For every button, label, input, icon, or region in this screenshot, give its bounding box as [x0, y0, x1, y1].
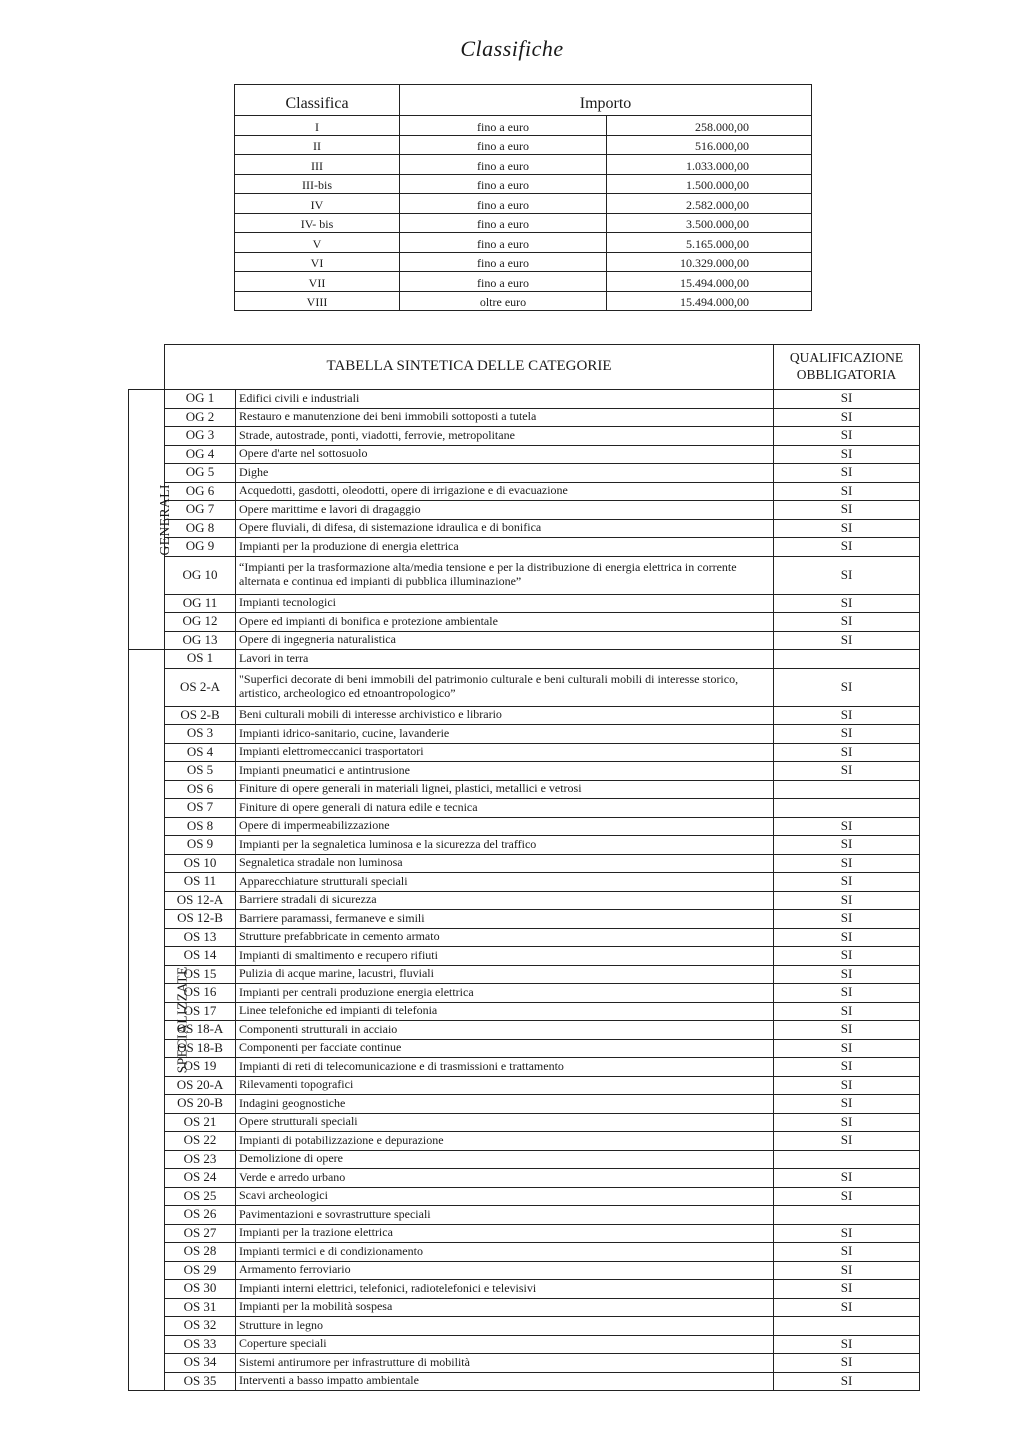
classifica-cell: VI	[235, 252, 400, 272]
categoria-code: OS 34	[165, 1354, 236, 1373]
categoria-code: OG 12	[165, 613, 236, 632]
importo-label-cell: fino a euro	[400, 155, 607, 175]
categoria-row	[129, 1335, 920, 1354]
qualificazione-value: SI	[774, 408, 920, 427]
categoria-row	[129, 1113, 920, 1132]
qualificazione-value: SI	[774, 891, 920, 910]
categoria-description: Componenti strutturali in acciaio	[236, 1021, 774, 1040]
categorie-table-title: TABELLA SINTETICA DELLE CATEGORIE	[165, 345, 774, 390]
categoria-row	[129, 910, 920, 929]
categoria-description: Impianti per centrali produzione energia elettrica	[236, 984, 774, 1003]
qualificazione-value: SI	[774, 501, 920, 520]
importo-label-cell: fino a euro	[400, 252, 607, 272]
categoria-code: OS 33	[165, 1335, 236, 1354]
importo-label-cell: fino a euro	[400, 233, 607, 253]
qualificazione-value: SI	[774, 706, 920, 725]
qualificazione-value: SI	[774, 631, 920, 650]
categoria-description: Armamento ferroviario	[236, 1261, 774, 1280]
categoria-code: OS 27	[165, 1224, 236, 1243]
classifica-row	[235, 233, 812, 253]
categoria-description: Sistemi antirumore per infrastrutture di mobilità	[236, 1354, 774, 1373]
categoria-row	[129, 984, 920, 1003]
categoria-description: Impianti di smaltimento e recupero rifiuti	[236, 947, 774, 966]
qualificazione-value: SI	[774, 1021, 920, 1040]
categoria-row	[129, 817, 920, 836]
categoria-code: OG 5	[165, 464, 236, 483]
importo-label-cell: fino a euro	[400, 213, 607, 233]
categoria-code: OS 17	[165, 1002, 236, 1021]
importo-value-cell: 516.000,00	[607, 135, 812, 155]
header-spacer	[129, 345, 165, 390]
categoria-code: OG 7	[165, 501, 236, 520]
categoria-row	[129, 1206, 920, 1225]
categoria-description: Linee telefoniche ed impianti di telefonia	[236, 1002, 774, 1021]
qualificazione-value: SI	[774, 1224, 920, 1243]
classifica-cell: IV	[235, 194, 400, 214]
categoria-code: OG 1	[165, 390, 236, 409]
categoria-code: OS 12-A	[165, 891, 236, 910]
classifica-row	[235, 291, 812, 311]
qualificazione-column-header: QUALIFICAZIONE OBBLIGATORIA	[774, 345, 920, 390]
classifica-cell: VIII	[235, 291, 400, 311]
qualificazione-value: SI	[774, 762, 920, 781]
categoria-description: Restauro e manutenzione dei beni immobili sottoposti a tutela	[236, 408, 774, 427]
categoria-row	[129, 1298, 920, 1317]
categoria-description: Impianti per la produzione di energia elettrica	[236, 538, 774, 557]
qualificazione-value: SI	[774, 743, 920, 762]
categoria-code: OS 26	[165, 1206, 236, 1225]
categoria-description: Impianti idrico-sanitario, cucine, lavanderie	[236, 725, 774, 744]
categoria-row	[129, 799, 920, 818]
categoria-code: OG 2	[165, 408, 236, 427]
categoria-description: Pulizia di acque marine, lacustri, fluviali	[236, 965, 774, 984]
qualificazione-value: SI	[774, 965, 920, 984]
qualificazione-value: SI	[774, 445, 920, 464]
categoria-code: OS 25	[165, 1187, 236, 1206]
categoria-row	[129, 1317, 920, 1336]
qualificazione-value: SI	[774, 464, 920, 483]
classifica-row	[235, 252, 812, 272]
categoria-row	[129, 1354, 920, 1373]
categoria-description: Indagini geognostiche	[236, 1095, 774, 1114]
classifica-row	[235, 155, 812, 175]
categoria-row	[129, 854, 920, 873]
categoria-row	[129, 464, 920, 483]
categoria-description: Lavori in terra	[236, 650, 774, 669]
categoria-code: OS 23	[165, 1150, 236, 1169]
page-title: Classifiche	[460, 36, 564, 61]
categoria-row	[129, 1095, 920, 1114]
qualificazione-value	[774, 1150, 920, 1169]
categoria-description: Opere fluviali, di difesa, di sistemazione idraulica e di bonifica	[236, 519, 774, 538]
categoria-code: OS 18-A	[165, 1021, 236, 1040]
categoria-code: OS 21	[165, 1113, 236, 1132]
classifica-row	[235, 174, 812, 194]
classifiche-header-row	[235, 85, 812, 116]
categoria-description: Finiture di opere generali in materiali lignei, plastici, metallici e vetrosi	[236, 780, 774, 799]
categoria-description: Impianti per la segnaletica luminosa e la sicurezza del traffico	[236, 836, 774, 855]
categoria-description: Opere d'arte nel sottosuolo	[236, 445, 774, 464]
importo-value-cell: 2.582.000,00	[607, 194, 812, 214]
qualificazione-value: SI	[774, 538, 920, 557]
qualificazione-value: SI	[774, 725, 920, 744]
categoria-row	[129, 762, 920, 781]
importo-label-cell: fino a euro	[400, 116, 607, 136]
qualificazione-value: SI	[774, 1187, 920, 1206]
qualificazione-value: SI	[774, 928, 920, 947]
categoria-row	[129, 743, 920, 762]
categoria-row	[129, 668, 920, 706]
categoria-row	[129, 613, 920, 632]
categoria-row	[129, 501, 920, 520]
classifica-cell: III	[235, 155, 400, 175]
classifica-row	[235, 272, 812, 292]
categoria-row	[129, 1039, 920, 1058]
categoria-code: OS 29	[165, 1261, 236, 1280]
qualificazione-value: SI	[774, 1002, 920, 1021]
qualificazione-value: SI	[774, 519, 920, 538]
importo-label-cell: fino a euro	[400, 135, 607, 155]
qualificazione-value: SI	[774, 817, 920, 836]
qualificazione-value: SI	[774, 613, 920, 632]
categoria-code: OS 11	[165, 873, 236, 892]
importo-value-cell: 5.165.000,00	[607, 233, 812, 253]
qualificazione-value: SI	[774, 1280, 920, 1299]
importo-value-cell: 1.500.000,00	[607, 174, 812, 194]
categoria-description: Impianti di reti di telecomunicazione e di trasmissioni e trattamento	[236, 1058, 774, 1077]
categoria-description: Verde e arredo urbano	[236, 1169, 774, 1188]
qualificazione-value: SI	[774, 854, 920, 873]
classifica-column-header: Classifica	[235, 85, 400, 116]
categoria-code: OG 9	[165, 538, 236, 557]
qualificazione-value	[774, 799, 920, 818]
categoria-row	[129, 390, 920, 409]
categoria-row	[129, 836, 920, 855]
categoria-row	[129, 1187, 920, 1206]
categoria-description: Opere di ingegneria naturalistica	[236, 631, 774, 650]
qualificazione-value: SI	[774, 910, 920, 929]
qualificazione-value: SI	[774, 1058, 920, 1077]
categoria-description: Scavi archeologici	[236, 1187, 774, 1206]
classifica-cell: III-bis	[235, 174, 400, 194]
importo-value-cell: 15.494.000,00	[607, 272, 812, 292]
categoria-code: OS 14	[165, 947, 236, 966]
categoria-description: "Superfici decorate di beni immobili del patrimonio culturale e beni culturali mobili di interesse storico, artistico, archeologico ed etnoantropologico”	[236, 668, 774, 706]
categoria-row	[129, 1243, 920, 1262]
categoria-code: OS 5	[165, 762, 236, 781]
categoria-row	[129, 1002, 920, 1021]
categoria-row	[129, 1280, 920, 1299]
categoria-code: OG 4	[165, 445, 236, 464]
qualificazione-value: SI	[774, 1113, 920, 1132]
group-label: GENERALI	[156, 483, 172, 556]
categoria-description: Segnaletica stradale non luminosa	[236, 854, 774, 873]
categoria-description: Impianti termici e di condizionamento	[236, 1243, 774, 1262]
categoria-code: OS 6	[165, 780, 236, 799]
categoria-description: Impianti tecnologici	[236, 594, 774, 613]
qualificazione-value: SI	[774, 1039, 920, 1058]
categoria-description: “Impianti per la trasformazione alta/media tensione e per la distribuzione di energia elettrica in corrente alternata e continua ed impianti di pubblica illuminazione”	[236, 556, 774, 594]
categoria-code: OS 10	[165, 854, 236, 873]
categoria-row	[129, 1372, 920, 1391]
categoria-row	[129, 928, 920, 947]
categoria-row	[129, 1132, 920, 1151]
categoria-row	[129, 873, 920, 892]
categoria-code: OS 20-B	[165, 1095, 236, 1114]
categoria-description: Componenti per facciate continue	[236, 1039, 774, 1058]
categoria-row	[129, 706, 920, 725]
categoria-code: OS 24	[165, 1169, 236, 1188]
categoria-description: Coperture speciali	[236, 1335, 774, 1354]
qualificazione-value: SI	[774, 1298, 920, 1317]
categoria-description: Impianti di potabilizzazione e depurazione	[236, 1132, 774, 1151]
categoria-code: OS 20-A	[165, 1076, 236, 1095]
importo-label-cell: fino a euro	[400, 194, 607, 214]
group-label-cell	[129, 650, 190, 1391]
qualificazione-value: SI	[774, 1076, 920, 1095]
importo-value-cell: 10.329.000,00	[607, 252, 812, 272]
categoria-code: OS 30	[165, 1280, 236, 1299]
qualificazione-value: SI	[774, 947, 920, 966]
categoria-row	[129, 408, 920, 427]
categoria-row	[129, 891, 920, 910]
categoria-code: OS 9	[165, 836, 236, 855]
categoria-row	[129, 1021, 920, 1040]
classifica-row	[235, 135, 812, 155]
importo-value-cell: 3.500.000,00	[607, 213, 812, 233]
categoria-code: OS 22	[165, 1132, 236, 1151]
categoria-description: Rilevamenti topografici	[236, 1076, 774, 1095]
categoria-description: Dighe	[236, 464, 774, 483]
categoria-code: OG 13	[165, 631, 236, 650]
categoria-code: OS 35	[165, 1372, 236, 1391]
qualificazione-value: SI	[774, 1261, 920, 1280]
categoria-row	[129, 1261, 920, 1280]
categoria-code: OG 8	[165, 519, 236, 538]
classifica-cell: I	[235, 116, 400, 136]
classifica-row	[235, 213, 812, 233]
categoria-description: Strade, autostrade, ponti, viadotti, ferrovie, metropolitane	[236, 427, 774, 446]
categoria-row	[129, 947, 920, 966]
categoria-code: OS 32	[165, 1317, 236, 1336]
categoria-description: Opere strutturali speciali	[236, 1113, 774, 1132]
qualificazione-value: SI	[774, 1354, 920, 1373]
categoria-description: Interventi a basso impatto ambientale	[236, 1372, 774, 1391]
qualificazione-value: SI	[774, 427, 920, 446]
importo-label-cell: oltre euro	[400, 291, 607, 311]
categoria-description: Opere ed impianti di bonifica e protezione ambientale	[236, 613, 774, 632]
qualificazione-value	[774, 780, 920, 799]
categoria-description: Edifici civili e industriali	[236, 390, 774, 409]
categoria-description: Finiture di opere generali di natura edile e tecnica	[236, 799, 774, 818]
qualificazione-value	[774, 1317, 920, 1336]
categoria-description: Acquedotti, gasdotti, oleodotti, opere di irrigazione e di evacuazione	[236, 482, 774, 501]
categoria-code: OS 2-B	[165, 706, 236, 725]
categorie-header-row	[129, 345, 920, 390]
categoria-code: OG 6	[165, 482, 236, 501]
qualificazione-value: SI	[774, 390, 920, 409]
categoria-code: OS 2-A	[165, 668, 236, 706]
categoria-row	[129, 556, 920, 594]
qualificazione-value	[774, 650, 920, 669]
categoria-description: Impianti per la trazione elettrica	[236, 1224, 774, 1243]
qualificazione-value: SI	[774, 873, 920, 892]
categoria-description: Strutture prefabbricate in cemento armato	[236, 928, 774, 947]
categoria-row	[129, 427, 920, 446]
categoria-description: Opere marittime e lavori di dragaggio	[236, 501, 774, 520]
categoria-row	[129, 780, 920, 799]
classifica-cell: V	[235, 233, 400, 253]
categorie-table	[128, 344, 920, 1391]
importo-value-cell: 258.000,00	[607, 116, 812, 136]
importo-label-cell: fino a euro	[400, 174, 607, 194]
categoria-code: OS 18-B	[165, 1039, 236, 1058]
categoria-code: OG 10	[165, 556, 236, 594]
classifica-row	[235, 194, 812, 214]
categoria-code: OS 8	[165, 817, 236, 836]
categoria-description: Impianti interni elettrici, telefonici, radiotelefonici e televisivi	[236, 1280, 774, 1299]
categoria-row	[129, 1076, 920, 1095]
classifica-cell: VII	[235, 272, 400, 292]
categoria-description: Opere di impermeabilizzazione	[236, 817, 774, 836]
qualificazione-value: SI	[774, 482, 920, 501]
qualificazione-value: SI	[774, 1132, 920, 1151]
categoria-code: OS 4	[165, 743, 236, 762]
qualificazione-value: SI	[774, 984, 920, 1003]
categoria-code: OS 28	[165, 1243, 236, 1262]
categoria-row	[129, 1058, 920, 1077]
categoria-code: OS 1	[165, 650, 236, 669]
categoria-row	[129, 725, 920, 744]
categoria-code: OS 12-B	[165, 910, 236, 929]
qualificazione-value: SI	[774, 1095, 920, 1114]
categoria-row	[129, 1169, 920, 1188]
qualificazione-value: SI	[774, 668, 920, 706]
classifica-cell: IV- bis	[235, 213, 400, 233]
categoria-row	[129, 538, 920, 557]
categoria-description: Strutture in legno	[236, 1317, 774, 1336]
categoria-description: Apparecchiature strutturali speciali	[236, 873, 774, 892]
qualificazione-value: SI	[774, 1335, 920, 1354]
classifica-row	[235, 116, 812, 136]
categoria-row	[129, 519, 920, 538]
categoria-row	[129, 594, 920, 613]
qualificazione-value: SI	[774, 594, 920, 613]
categoria-description: Impianti pneumatici e antintrusione	[236, 762, 774, 781]
categoria-row	[129, 1224, 920, 1243]
importo-value-cell: 15.494.000,00	[607, 291, 812, 311]
categoria-code: OG 3	[165, 427, 236, 446]
categoria-row	[129, 482, 920, 501]
qualificazione-value	[774, 1206, 920, 1225]
categoria-code: OS 7	[165, 799, 236, 818]
categoria-code: OS 19	[165, 1058, 236, 1077]
categoria-description: Demolizione di opere	[236, 1150, 774, 1169]
categoria-description: Barriere paramassi, fermaneve e simili	[236, 910, 774, 929]
categoria-description: Pavimentazioni e sovrastrutture speciali	[236, 1206, 774, 1225]
group-label: SPECIALIZZATE	[174, 966, 190, 1074]
classifiche-table	[234, 84, 812, 311]
categoria-row	[129, 965, 920, 984]
categoria-row	[129, 650, 920, 669]
group-label-cell	[129, 390, 172, 650]
categoria-code: OS 13	[165, 928, 236, 947]
categoria-code: OS 31	[165, 1298, 236, 1317]
categoria-description: Impianti elettromeccanici trasportatori	[236, 743, 774, 762]
qualificazione-value: SI	[774, 1169, 920, 1188]
categoria-row	[129, 445, 920, 464]
categoria-description: Impianti per la mobilità sospesa	[236, 1298, 774, 1317]
qualificazione-value: SI	[774, 556, 920, 594]
qualificazione-value: SI	[774, 836, 920, 855]
categoria-code: OG 11	[165, 594, 236, 613]
categoria-description: Beni culturali mobili di interesse archivistico e librario	[236, 706, 774, 725]
importo-label-cell: fino a euro	[400, 272, 607, 292]
categoria-code: OS 3	[165, 725, 236, 744]
qualificazione-value: SI	[774, 1372, 920, 1391]
categoria-code: OS 15	[165, 965, 236, 984]
importo-value-cell: 1.033.000,00	[607, 155, 812, 175]
qualificazione-value: SI	[774, 1243, 920, 1262]
classifica-cell: II	[235, 135, 400, 155]
categoria-row	[129, 631, 920, 650]
categoria-description: Barriere stradali di sicurezza	[236, 891, 774, 910]
categoria-row	[129, 1150, 920, 1169]
categoria-code: OS 16	[165, 984, 236, 1003]
importo-column-header: Importo	[400, 85, 812, 116]
